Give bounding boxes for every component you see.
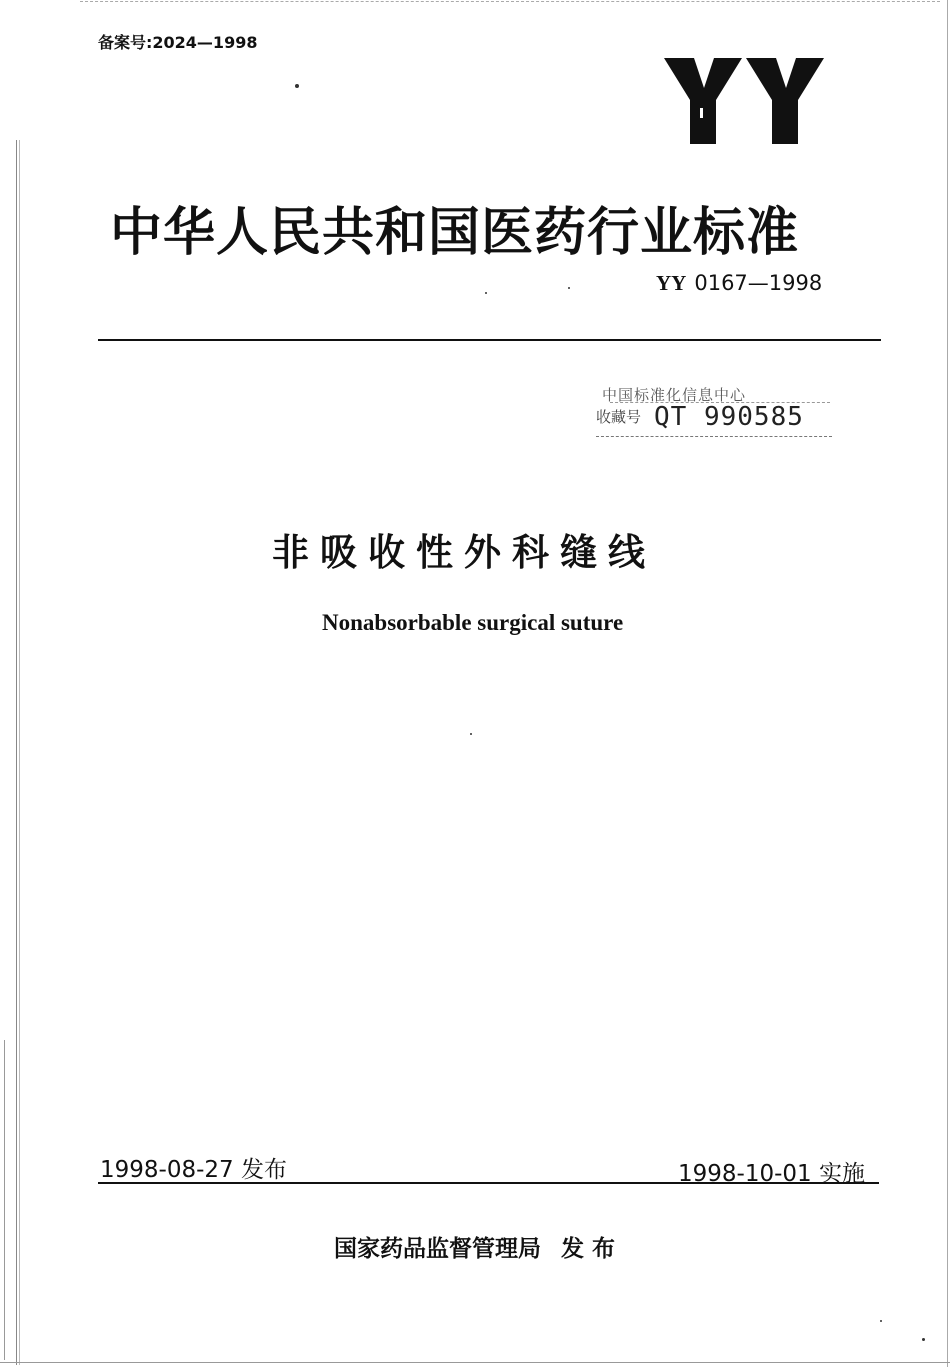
implementation-date: 1998-10-01 实施	[678, 1161, 865, 1187]
standard-prefix: YY	[656, 271, 687, 295]
stamp-organization: 中国标准化信息中心	[602, 386, 747, 404]
standard-code: 0167—1998	[694, 271, 823, 295]
main-title: 中华人民共和国医药行业标准	[110, 203, 800, 263]
scan-speck	[485, 292, 487, 294]
scan-speck	[295, 84, 299, 88]
standard-number	[656, 271, 822, 296]
stamp-label: 收藏号	[596, 408, 642, 426]
document-title-en: Nonabsorbable surgical suture	[322, 610, 624, 635]
issue-date: 1998-08-27 发布	[100, 1157, 287, 1183]
scan-speck	[568, 287, 570, 289]
issuing-authority	[334, 1230, 623, 1263]
yy-standard-logo	[664, 58, 824, 148]
footer-rule	[98, 1182, 879, 1184]
stamp-code: QT 990585	[654, 402, 804, 432]
scan-speck	[922, 1338, 925, 1341]
issuer-suffix: 发布	[561, 1236, 623, 1262]
scan-speck	[880, 1320, 882, 1322]
header-rule	[98, 339, 881, 341]
filing-number: 备案号:2024—1998	[98, 33, 258, 52]
scan-speck	[470, 733, 472, 735]
document-title-cn: 非吸收性外科缝线	[272, 531, 656, 574]
scan-edge-top	[80, 1, 940, 3]
scan-edge-left	[16, 140, 20, 1365]
issuer-name: 国家药品监督管理局	[334, 1236, 541, 1262]
scan-edge-left-outer	[4, 1040, 13, 1360]
scan-edge-bottom	[0, 1362, 950, 1364]
scan-edge-right	[946, 0, 948, 1367]
library-stamp	[596, 384, 836, 444]
stamp-underline	[596, 436, 832, 437]
